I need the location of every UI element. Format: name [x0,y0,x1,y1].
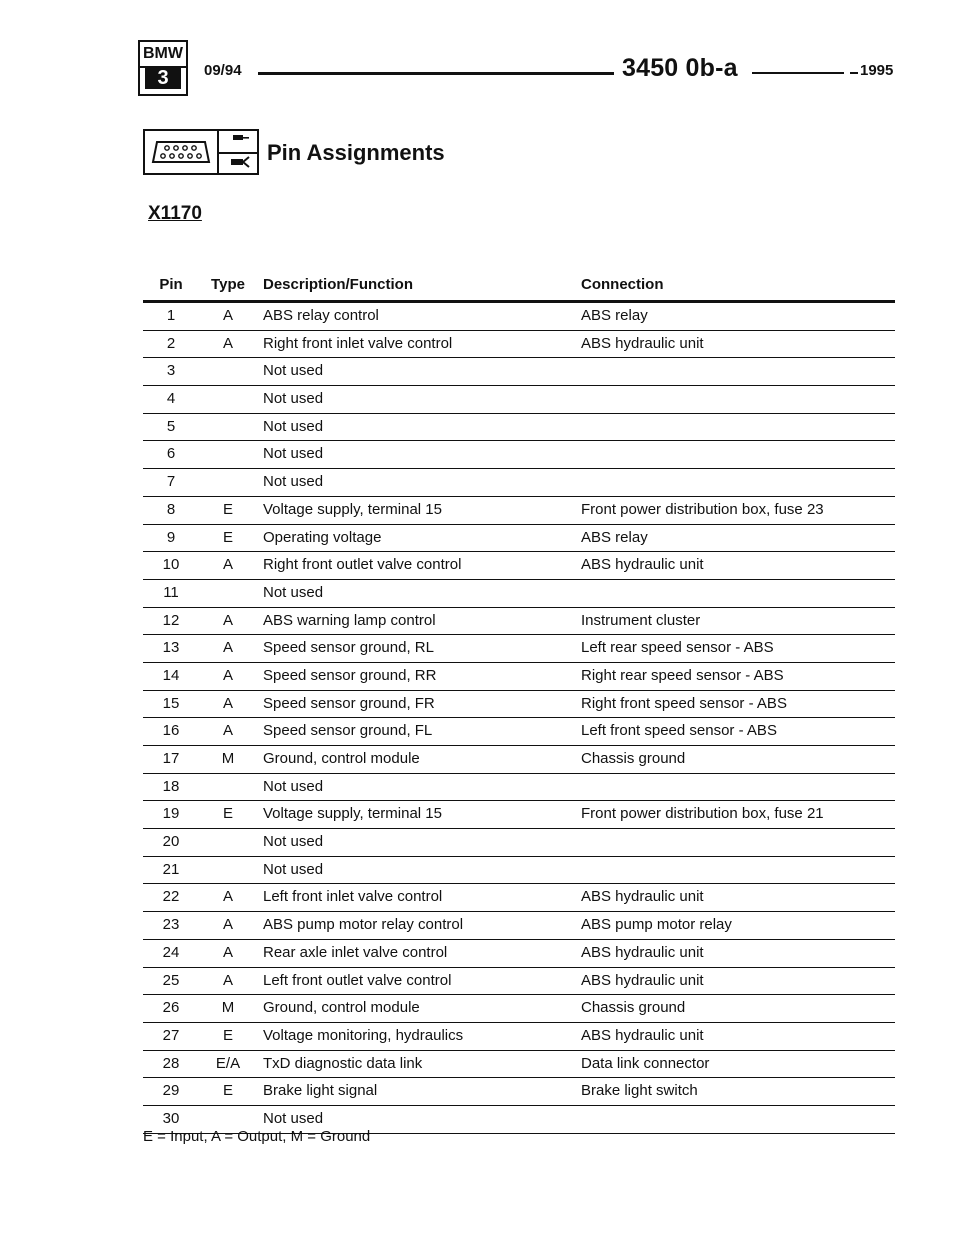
type-cell: A [222,639,233,657]
pin-cell: 30 [162,1109,180,1127]
pin-cell: 2 [166,334,176,352]
pin-cell: 27 [162,1026,180,1044]
connection-cell: ABS hydraulic unit [581,971,704,989]
table-row [143,995,895,1023]
pin-cell: 25 [162,971,180,989]
table-row [143,1051,895,1079]
table-row [143,303,895,331]
pin-cell: 26 [162,999,180,1017]
connector-shape-icon [147,132,217,174]
table-row [143,414,895,442]
description-cell: Voltage supply, terminal 15 [263,500,442,518]
description-cell: Right front inlet valve control [263,334,453,352]
description-cell: ABS pump motor relay control [263,916,464,934]
pin-assignment-table [143,272,895,1134]
pin-cell: 17 [162,750,180,767]
type-cell: A [222,916,233,934]
pin-cell: 9 [166,528,176,546]
table-row [143,1078,895,1106]
table-row [143,857,895,885]
table-row [143,691,895,719]
connection-cell: Front power distribution box, fuse 23 [581,500,824,518]
pin-cell: 10 [162,556,180,574]
pin-cell: 6 [166,445,176,463]
description-cell: Speed sensor ground, RR [263,666,437,684]
table-row [143,718,895,746]
description-cell: Ground, control module [263,999,420,1017]
description-cell: Not used [263,445,324,463]
connection-cell: Right front speed sensor - ABS [581,694,787,712]
header-year: 1995 [860,62,894,79]
description-cell: Voltage supply, terminal 15 [263,805,442,823]
pin-cell: 1 [166,307,176,324]
description-cell: Not used [263,833,324,851]
type-cell: A [222,943,233,961]
connection-cell: Chassis ground [581,750,686,767]
type-cell: A [222,556,233,574]
connection-cell: Front power distribution box, fuse 21 [581,805,824,823]
description-cell: Left front inlet valve control [263,888,443,906]
header-date: 09/94 [204,62,242,79]
connection-cell: ABS pump motor relay [581,916,732,934]
description-cell: ABS warning lamp control [263,611,436,629]
table-row [143,968,895,996]
connection-cell: ABS hydraulic unit [581,1026,704,1044]
description-cell: Speed sensor ground, RL [263,639,434,657]
table-row [143,386,895,414]
connection-cell: ABS hydraulic unit [581,943,704,961]
column-header-connection: Connection [581,276,664,293]
pin-plug-icon [219,131,259,175]
pin-cell: 19 [162,805,180,823]
table-row [143,580,895,608]
table-row [143,912,895,940]
type-cell: A [222,666,233,684]
connector-id: X1170 [148,203,202,224]
description-cell: Voltage monitoring, hydraulics [263,1026,464,1044]
table-row [143,358,895,386]
type-cell: A [222,307,233,324]
description-cell: ABS relay control [263,307,379,324]
logo-model-text: 3 [145,67,181,89]
connection-cell: ABS hydraulic unit [581,556,704,574]
header-rule-right-end [850,72,858,74]
pin-cell: 21 [162,860,180,878]
pin-cell: 13 [162,639,180,657]
table-header [143,272,895,300]
type-cell: A [222,334,233,352]
table-row [143,525,895,553]
description-cell: Not used [263,777,324,795]
column-header-description: Description/Function [263,276,413,293]
pin-cell: 24 [162,943,180,961]
type-cell: A [222,694,233,712]
description-cell: Left front outlet valve control [263,971,452,989]
table-body [143,303,895,1134]
pin-cell: 23 [162,916,180,934]
connection-cell: ABS relay [581,528,648,546]
connection-cell: Data link connector [581,1054,710,1072]
column-header-type: Type [211,276,245,293]
table-row [143,829,895,857]
pin-cell: 14 [162,666,180,684]
connection-cell: ABS hydraulic unit [581,334,704,352]
connection-cell: ABS hydraulic unit [581,888,704,906]
description-cell: Not used [263,860,324,878]
table-row [143,884,895,912]
table-row [143,801,895,829]
table-row [143,746,895,774]
type-cell: E/A [215,1054,241,1072]
type-cell: A [222,888,233,906]
table-row [143,774,895,802]
logo-brand-text: BMW [140,42,186,68]
pin-cell: 28 [162,1054,180,1072]
description-cell: Not used [263,583,324,601]
table-row [143,552,895,580]
header-rule-right [752,72,844,74]
table-row [143,608,895,636]
table-row [143,940,895,968]
connector-pin-icon [143,129,259,175]
table-row [143,635,895,663]
description-cell: Brake light signal [263,1082,378,1100]
description-cell: Not used [263,390,324,408]
header-rule-left [258,72,614,75]
section-title: Pin Assignments [267,140,445,165]
table-row [143,331,895,359]
type-legend: E = Input, A = Output, M = Ground [143,1128,371,1145]
description-cell: Speed sensor ground, FR [263,694,435,712]
type-cell: A [222,722,233,740]
pin-cell: 16 [162,722,180,740]
table-row [143,441,895,469]
connection-cell: Right rear speed sensor - ABS [581,666,784,684]
table-row [143,1023,895,1051]
description-cell: Operating voltage [263,528,382,546]
connection-cell: ABS relay [581,307,648,324]
pin-cell: 8 [166,500,176,518]
pin-cell: 20 [162,833,180,851]
document-code: 3450 0b-a [622,54,738,82]
pin-cell: 18 [162,777,180,795]
connection-cell: Left front speed sensor - ABS [581,722,777,740]
description-cell: TxD diagnostic data link [263,1054,423,1072]
description-cell: Right front outlet valve control [263,556,462,574]
type-cell: E [222,1026,233,1044]
pin-cell: 12 [162,611,180,629]
type-cell: E [222,528,233,546]
pin-cell: 7 [166,473,176,491]
type-cell: E [222,1082,233,1100]
pin-cell: 15 [162,694,180,712]
type-cell: M [221,999,235,1017]
description-cell: Rear axle inlet valve control [263,943,448,961]
type-cell: M [221,750,235,767]
description-cell: Not used [263,1109,324,1127]
description-cell: Speed sensor ground, FL [263,722,433,740]
pin-cell: 5 [166,417,176,435]
connection-cell: Brake light switch [581,1082,698,1100]
pin-cell: 22 [162,888,180,906]
table-row [143,663,895,691]
type-cell: E [222,805,233,823]
description-cell: Ground, control module [263,750,420,767]
column-header-pin: Pin [159,276,183,293]
pin-cell: 4 [166,390,176,408]
description-cell: Not used [263,473,324,491]
description-cell: Not used [263,417,324,435]
pin-cell: 29 [162,1082,180,1100]
connection-cell: Instrument cluster [581,611,701,629]
table-row [143,497,895,525]
connection-cell: Left rear speed sensor - ABS [581,639,774,657]
pin-cell: 11 [163,583,179,601]
description-cell: Not used [263,362,324,380]
bmw-3-series-logo [138,40,188,96]
table-row [143,469,895,497]
page-header [138,40,894,98]
type-cell: A [222,971,233,989]
pin-cell: 3 [166,362,176,380]
type-cell: A [222,611,233,629]
type-cell: E [222,500,233,518]
connection-cell: Chassis ground [581,999,686,1017]
